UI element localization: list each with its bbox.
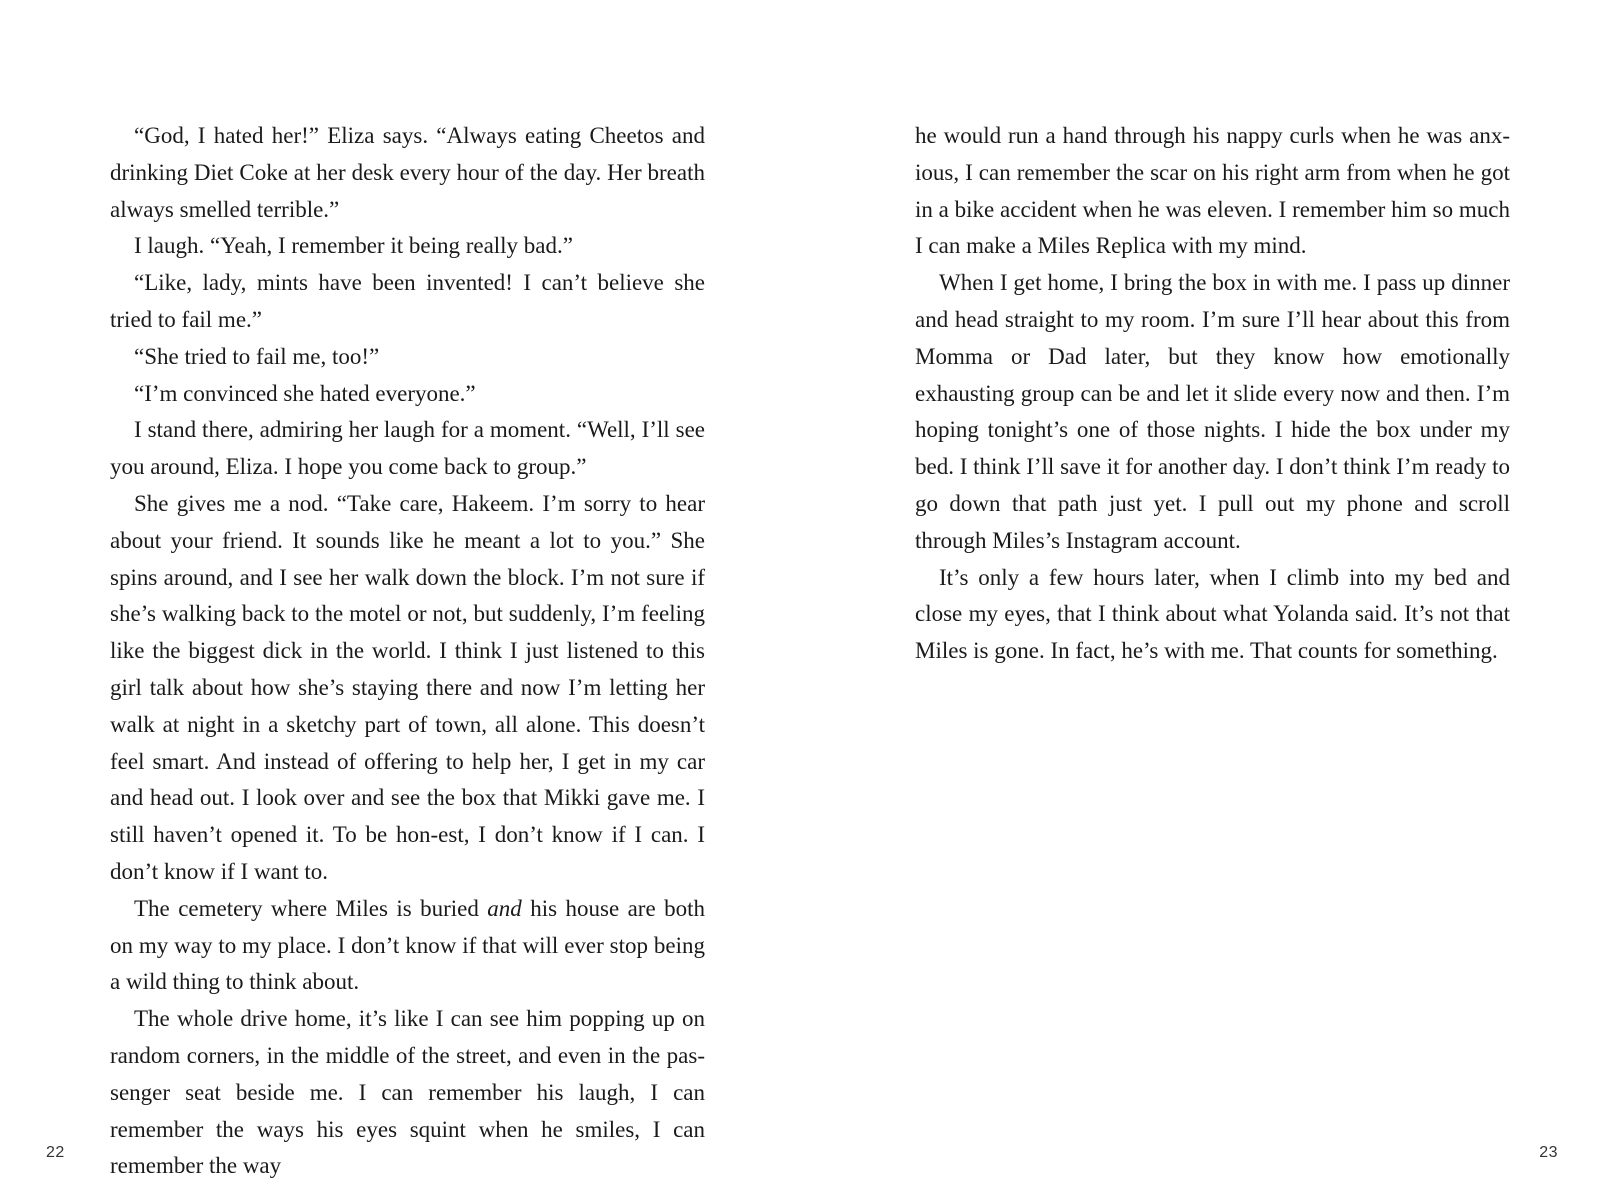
paragraph: “She tried to fail me, too!” xyxy=(134,343,380,369)
page-number-left: 22 xyxy=(46,1144,65,1161)
paragraph: “Like, lady, mints have been invented! I can’t believe she tried to fail me.” xyxy=(110,270,705,332)
paragraph: “I’m convinced she hated everyone.” xyxy=(134,380,476,406)
paragraph-text-before: The cemetery where Miles is buried xyxy=(134,895,488,921)
paragraph: She gives me a nod. “Take care, Hakeem. I’m sorry to hear about your friend. It sounds like he meant a lot to you.” She spins around, and I see her walk down the block. I’m not sure if she’s walking back to the motel or not, but suddenly, I’m feeling like the biggest dick in the world. I think I just listened to this girl talk about how she’s staying there and now I’m letting her walk at night in a sketchy part of town, all alone. This doesn’t feel smart. And instead of offering to help her, I get in my car and head out. I look over and see the box that Mikki gave me. I still haven’t opened it. To be hon-est, I don’t know if I can. I don’t know if I want to. xyxy=(110,490,705,884)
paragraph: I stand there, admiring her laugh for a moment. “Well, I’ll see you around, Eliza. I hope you come back to group.” xyxy=(110,417,705,480)
page-number-right: 23 xyxy=(1539,1144,1558,1161)
paragraph-with-emphasis xyxy=(110,891,705,1001)
paragraph: It’s only a few hours later, when I climb into my bed and close my eyes, that I think about what Yolanda said. It’s not that Miles is gone. In fact, he’s with me. That counts for something. xyxy=(915,564,1510,664)
paragraph: “God, I hated her!” Eliza says. “Always eating Cheetos and drinking Diet Coke at her desk every hour of the day. Her breath always smelled terrible.” xyxy=(110,123,705,222)
paragraph: The whole drive home, it’s like I can see him popping up on random corners, in the middle of the street, and even in the pas-senger seat beside me. I can remember his laugh, I can remember the ways his eyes squint when he smiles, I can remember the way xyxy=(110,1006,705,1179)
right-page xyxy=(800,0,1600,1200)
paragraph: When I get home, I bring the box in with me. I pass up dinner and head straight to my room. I’m sure I’ll hear about this from Momma or Dad later, but they know how emotionally exhausting group can be and let it slide every now and then. I’m hoping tonight’s one of those nights. I hide the box under my bed. I think I’ll save it for another day. I don’t think I’m ready to go down that path just yet. I pull out my phone and scroll through Miles’s Instagram account. xyxy=(915,270,1510,553)
left-page-text xyxy=(110,118,705,1185)
emphasized-word: and xyxy=(487,895,522,921)
paragraph-text-after: his house are both on my way to my place. I don’t know if that will ever stop being a wild thing to think about. xyxy=(110,895,705,995)
paragraph: I laugh. “Yeah, I remember it being really bad.” xyxy=(134,233,573,259)
right-page-text xyxy=(915,118,1510,670)
continued-paragraph: he would run a hand through his nappy curls when he was anx-ious, I can remember the scar on his right arm from when he got in a bike accident when he was eleven. I remember him so much I can make a Miles Replica with my mind. xyxy=(915,123,1510,259)
